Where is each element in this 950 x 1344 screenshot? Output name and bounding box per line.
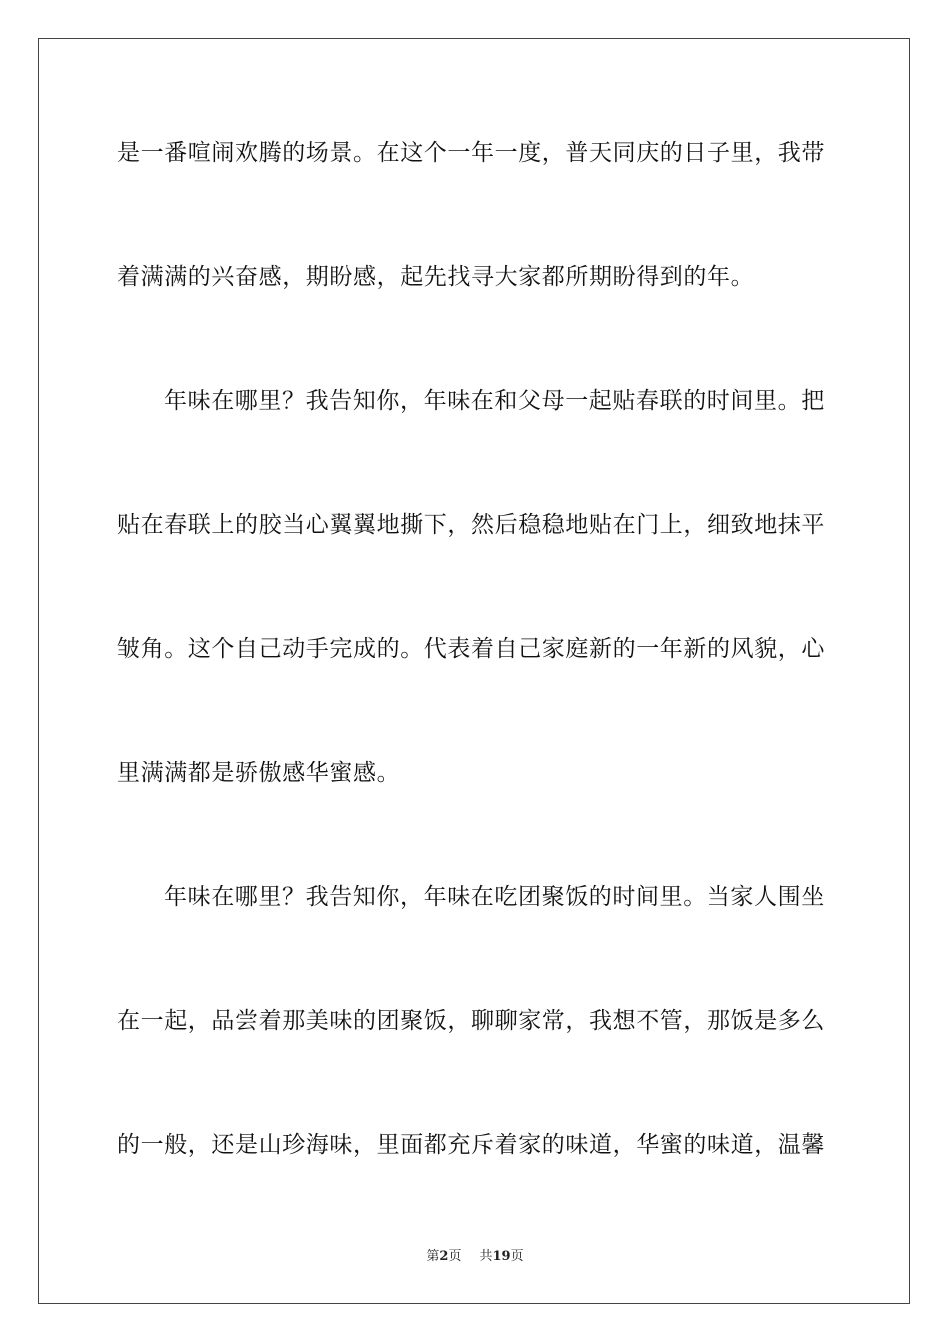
page-number: 2	[439, 1249, 449, 1264]
text-line: 的一般，还是山珍海味，里面都充斥着家的味道，华蜜的味道，温馨	[117, 1132, 825, 1158]
text-line: 皱角。这个自己动手完成的。代表着自己家庭新的一年新的风貌，心	[117, 636, 825, 662]
paragraph-start-line: 年味在哪里？我告知你，年味在吃团聚饭的时间里。当家人围坐	[164, 884, 825, 910]
text-line: 在一起，品尝着那美味的团聚饭，聊聊家常，我想不管，那饭是多么	[117, 1008, 825, 1034]
text-line: 贴在春联上的胶当心翼翼地撕下，然后稳稳地贴在门上，细致地抹平	[117, 512, 825, 538]
text-line: 里满满都是骄傲感华蜜感。	[117, 760, 401, 786]
text-line: 是一番喧闹欢腾的场景。在这个一年一度，普天同庆的日子里，我带	[117, 140, 825, 166]
total-suffix: 页	[510, 1249, 524, 1264]
paragraph-start-line: 年味在哪里？我告知你，年味在和父母一起贴春联的时间里。把	[164, 388, 825, 414]
text-line: 着满满的兴奋感，期盼感，起先找寻大家都所期盼得到的年。	[117, 264, 755, 290]
page-suffix: 页	[448, 1249, 462, 1264]
page-prefix: 第	[426, 1249, 440, 1264]
total-prefix: 共	[479, 1249, 493, 1264]
page-border	[38, 38, 910, 1304]
total-pages: 19	[492, 1249, 511, 1264]
page-footer	[0, 1248, 950, 1266]
